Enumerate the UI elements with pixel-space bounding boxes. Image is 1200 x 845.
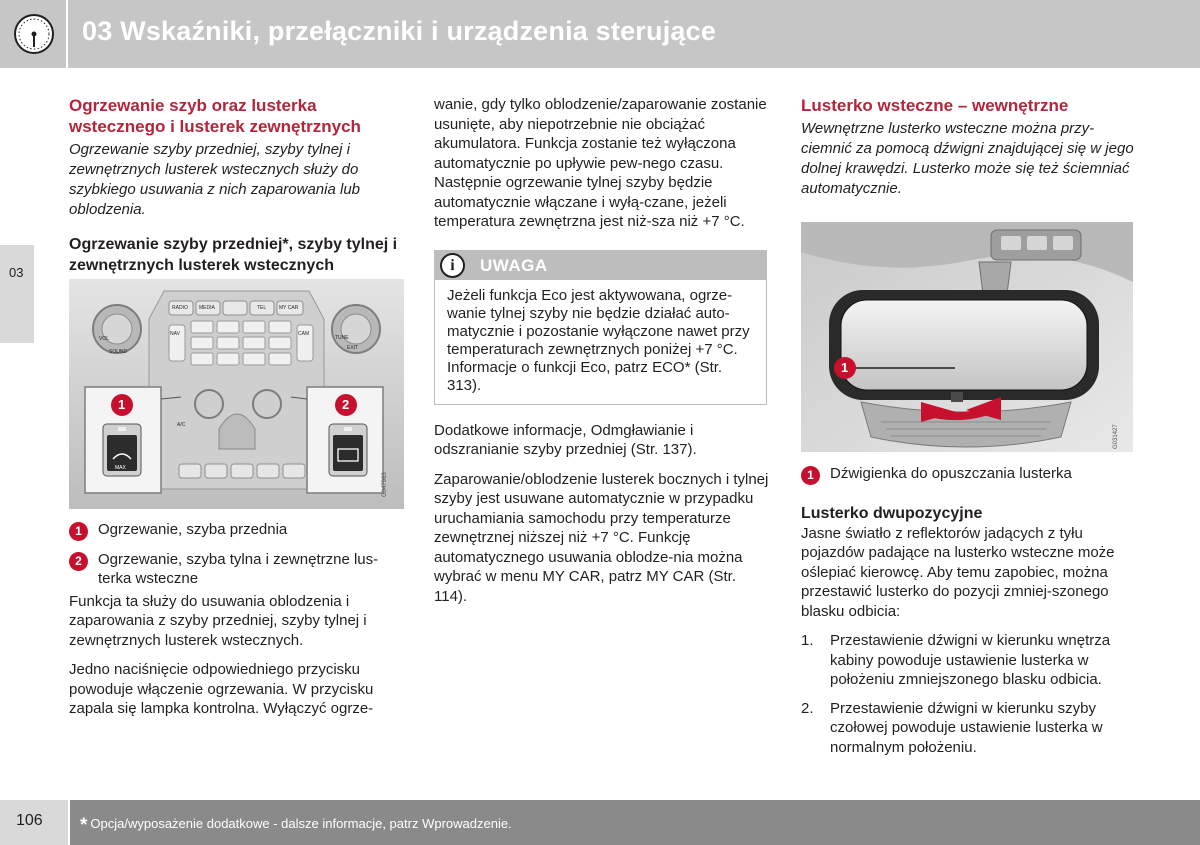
callout-badge: 2 — [69, 552, 88, 571]
section-heading: Ogrzewanie szyb oraz lusterka wstecznego i lusterek zewnętrznych — [69, 96, 361, 136]
panel-label: MY CAR — [279, 305, 299, 311]
legend-item — [69, 520, 404, 540]
legend-item — [69, 550, 404, 589]
paragraph-continuation: wanie, gdy tylko oblodzenie/zaparowanie zostanie usunięte, aby niepotrzebnie nie obciążać akumulatora. Funkcja zostanie też wyłączona automatycznie po upływie pew-nego czasu. Następnie ogrzewanie tylnej szyby będzie automatycznie włączane i wyłą-czane, jeżeli temperatura zewnętrzna jest niż-sza niż +7 °C. — [434, 96, 767, 230]
panel-label: A/C — [177, 422, 186, 428]
warning-text: Jeżeli funkcja Eco jest aktywowana, ogrze-wanie tylnej szyby nie będzie działać auto-matycznie i pozostanie wyłączone nawet przy temperaturach zewnętrznych poniżej +7 °C. Informacje o funkcji Eco, patrz ECO* (Str. 313). — [447, 286, 750, 394]
panel-label: NAV — [170, 331, 180, 337]
panel-label: MAX — [115, 465, 126, 471]
warning-title: UWAGA — [480, 255, 548, 275]
section-heading: Lusterko wsteczne – wewnętrzne — [801, 96, 1069, 115]
legend-text: Ogrzewanie, szyba przednia — [98, 521, 288, 538]
footer-note — [80, 815, 512, 837]
figure-legend — [69, 520, 404, 589]
warning-box — [434, 250, 767, 405]
callout-badge: 1 — [801, 466, 820, 485]
column-3 — [801, 95, 1141, 766]
paragraph: Jasne światło z reflektorów jadących z tyłu pojazdów padające na lusterko wsteczne może oślepiać kierowcę. Aby temu zapobiec, można przestawić lusterko do pozycji zmniej-szonego blasku odbicia: — [801, 524, 1115, 620]
info-icon: i — [440, 253, 465, 278]
chapter-tab — [0, 245, 34, 343]
panel-label: TUNE — [335, 335, 349, 341]
column-2 — [434, 95, 769, 606]
list-item — [801, 631, 1141, 690]
subsection-heading: Ogrzewanie szyby przedniej*, szyby tylnej i zewnętrznych lusterek wstecznych — [69, 236, 398, 274]
legend-item — [801, 464, 1141, 484]
paragraph: Jedno naciśnięcie odpowiedniego przycisku powoduje włączenie ogrzewania. W przycisku zapala się lampka kontrolna. Wyłączyć ogrze- — [69, 661, 374, 717]
callout-number: 1 — [841, 360, 849, 375]
step-text: Przestawienie dźwigni w kierunku szyby czołowej powoduje ustawienie lusterka w normalnym położeniu. — [830, 699, 1103, 756]
speedometer-gauge-icon — [13, 13, 55, 55]
footer-note-text: Opcja/wyposażenie dodatkowe - dalsze informacje, patrz Wprowadzenie. — [90, 816, 512, 831]
warning-header — [435, 251, 766, 280]
step-text: Przestawienie dźwigni w kierunku wnętrza kabiny powoduje ustawienie lusterka w położeniu zmniejszonego blasku odbicia. — [830, 632, 1111, 688]
legend-text: Dźwigienka do opuszczania lusterka — [830, 465, 1072, 482]
page-header — [0, 0, 1200, 68]
rearview-mirror-illustration — [801, 222, 1133, 452]
rearview-mirror-figure — [801, 222, 1133, 452]
panel-label: RADIO — [172, 305, 188, 311]
panel-label: VOL — [99, 336, 110, 342]
callout-number: 1 — [118, 397, 126, 412]
paragraph: Zaparowanie/oblodzenie lusterek bocznych i tylnej szyby jest usuwane automatycznie w przypadku uruchamiania samochodu przy temperaturze zewnętrznej niższej niż +7 °C. Funkcję automatycznego usuwania oblodze-nia można wybrać w menu MY CAR, patrz MY CAR (Str. 114). — [434, 470, 769, 605]
paragraph: Funkcja ta służy do usuwania oblodzenia i zaparowania z szyby przedniej, szyby tylnej i zewnętrznych lusterek wstecznych. — [69, 592, 367, 649]
steps-list — [801, 631, 1141, 757]
figure-code: G047983 — [382, 472, 388, 497]
section-intro: Ogrzewanie szyby przedniej, szyby tylnej i zewnętrznych lusterek wstecznych służy do szybkiego usuwania z nich zaparowania lub oblodzenia. — [69, 141, 361, 218]
panel-label: SOUND — [109, 349, 128, 355]
legend-text: Ogrzewanie, szyba tylna i zewnętrzne lus-terka wsteczne — [98, 550, 379, 587]
list-item — [801, 699, 1141, 758]
chapter-number: 03 — [9, 265, 24, 280]
figure-code: G031427 — [1113, 424, 1119, 449]
section-intro: Wewnętrzne lusterko wsteczne można przy-ciemnić za pomocą dźwigni znajdującej się w jego dolnej krawędzi. Lusterko może się też ściemniać automatycznie. — [801, 120, 1134, 197]
control-panel-illustration — [69, 279, 404, 509]
column-1 — [69, 95, 404, 719]
header-icon-box — [0, 0, 68, 68]
paragraph: Dodatkowe informacje, Odmgławianie i odszranianie szyby przedniej (Str. 137). — [434, 421, 697, 458]
panel-label: CAM — [298, 331, 310, 337]
panel-label: TEL — [257, 305, 267, 311]
subsection-heading: Lusterko dwupozycyjne — [801, 504, 983, 522]
callout-number: 2 — [342, 397, 350, 412]
asterisk-marker: * — [80, 815, 88, 836]
panel-label: MEDIA — [199, 305, 215, 311]
callout-badge: 1 — [69, 522, 88, 541]
panel-label: EXIT — [347, 345, 359, 351]
step-number: 2. — [801, 699, 814, 717]
page-title: 03 Wskaźniki, przełączniki i urządzenia sterujące — [82, 16, 717, 46]
step-number: 1. — [801, 632, 814, 649]
page-number: 106 — [16, 812, 43, 829]
figure-legend — [801, 464, 1141, 484]
control-panel-figure — [69, 279, 404, 509]
